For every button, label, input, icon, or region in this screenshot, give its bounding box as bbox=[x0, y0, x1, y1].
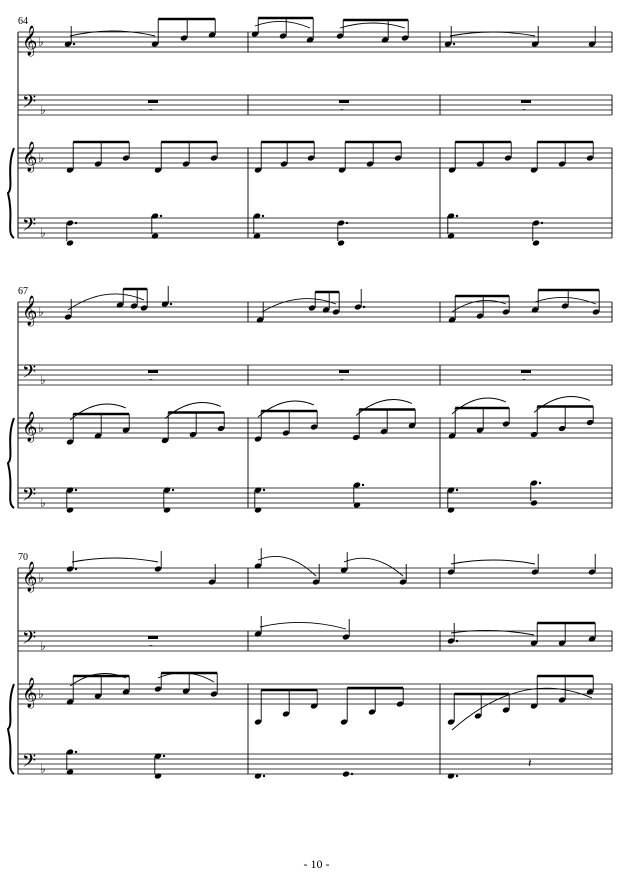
slur bbox=[450, 32, 535, 36]
whole-rest-icon bbox=[339, 100, 349, 103]
augmentation-dot bbox=[75, 489, 77, 491]
bass-clef-icon: 𝄢 bbox=[22, 628, 37, 653]
systems-layer bbox=[8, 16, 612, 780]
multi-rest-label: - bbox=[340, 103, 344, 115]
key-flat-icon: ♭ bbox=[38, 421, 44, 435]
whole-rest-icon bbox=[521, 100, 531, 103]
augmentation-dot bbox=[172, 489, 174, 491]
key-flat-icon: ♭ bbox=[40, 639, 46, 653]
slur bbox=[534, 397, 590, 413]
treble-clef-icon: 𝄞 bbox=[22, 26, 38, 56]
piano-brace bbox=[8, 418, 14, 508]
quarter-rest-icon: 𝄽 bbox=[528, 756, 532, 770]
key-flat-icon: ♭ bbox=[38, 151, 44, 165]
bass-clef-icon: 𝄢 bbox=[22, 215, 37, 240]
measure-number: 64 bbox=[18, 16, 28, 27]
bass-clef-icon: 𝄢 bbox=[22, 751, 37, 776]
augmentation-dot bbox=[75, 222, 77, 224]
slur bbox=[260, 622, 346, 629]
multi-rest-label: - bbox=[149, 373, 153, 385]
slur bbox=[165, 403, 221, 419]
notehead bbox=[342, 770, 350, 777]
treble-clef-icon: 𝄞 bbox=[22, 678, 38, 708]
slur bbox=[72, 558, 158, 562]
augmentation-dot bbox=[456, 640, 458, 642]
augmentation-dot bbox=[73, 43, 75, 45]
whole-rest-icon bbox=[339, 370, 349, 373]
augmentation-dot bbox=[456, 489, 458, 491]
slur bbox=[255, 21, 310, 28]
whole-rest-icon bbox=[148, 636, 158, 639]
augmentation-dot bbox=[453, 43, 455, 45]
key-flat-icon: ♭ bbox=[38, 35, 44, 49]
bass-clef-icon: 𝄢 bbox=[22, 362, 37, 387]
treble-clef-icon: 𝄞 bbox=[22, 562, 38, 592]
whole-rest-icon bbox=[148, 370, 158, 373]
augmentation-dot bbox=[263, 489, 265, 491]
system-3 bbox=[8, 552, 612, 776]
key-flat-icon: ♭ bbox=[40, 103, 46, 117]
measure-number: 67 bbox=[18, 286, 28, 297]
treble-clef-icon: 𝄞 bbox=[22, 412, 38, 442]
augmentation-dot bbox=[163, 755, 165, 757]
piano-brace bbox=[8, 684, 14, 774]
treble-clef-icon: 𝄞 bbox=[22, 296, 38, 326]
augmentation-dot bbox=[75, 568, 77, 570]
augmentation-dot bbox=[351, 773, 353, 775]
key-flat-icon: ♭ bbox=[38, 305, 44, 319]
key-flat-icon: ♭ bbox=[40, 496, 46, 510]
multi-rest-label: - bbox=[149, 103, 153, 115]
augmentation-dot bbox=[170, 303, 172, 305]
slur bbox=[356, 400, 412, 416]
whole-rest-icon bbox=[148, 100, 158, 103]
augmentation-dot bbox=[362, 484, 364, 486]
notehead bbox=[447, 772, 455, 779]
key-flat-icon: ♭ bbox=[40, 373, 46, 387]
bass-clef-icon: 𝄢 bbox=[22, 92, 37, 117]
slur bbox=[452, 398, 506, 414]
multi-rest-label: - bbox=[340, 373, 344, 385]
key-flat-icon: ♭ bbox=[38, 687, 44, 701]
multi-rest-label: - bbox=[149, 639, 153, 651]
augmentation-dot bbox=[456, 215, 458, 217]
key-flat-icon: ♭ bbox=[38, 571, 44, 585]
augmentation-dot bbox=[363, 306, 365, 308]
augmentation-dot bbox=[160, 215, 162, 217]
slur bbox=[258, 401, 314, 417]
key-flat-icon: ♭ bbox=[40, 226, 46, 240]
whole-rest-icon bbox=[521, 370, 531, 373]
system-1 bbox=[8, 16, 612, 240]
augmentation-dot bbox=[262, 215, 264, 217]
augmentation-dot bbox=[541, 222, 543, 224]
augmentation-dot bbox=[456, 775, 458, 777]
slur bbox=[340, 23, 405, 28]
slur bbox=[451, 560, 535, 564]
augmentation-dot bbox=[539, 482, 541, 484]
augmentation-dot bbox=[263, 775, 265, 777]
piano-brace bbox=[8, 148, 14, 238]
augmentation-dot bbox=[346, 222, 348, 224]
augmentation-dot bbox=[75, 751, 77, 753]
notation-system-2 bbox=[64, 286, 600, 514]
key-flat-icon: ♭ bbox=[40, 762, 46, 776]
multi-rest-label: - bbox=[522, 373, 526, 385]
slur bbox=[535, 297, 596, 304]
system-2 bbox=[8, 286, 612, 510]
bass-clef-icon: 𝄢 bbox=[22, 485, 37, 510]
page-number: - 10 - bbox=[303, 857, 330, 871]
treble-clef-icon: 𝄞 bbox=[22, 142, 38, 172]
notehead bbox=[254, 772, 262, 779]
measure-number: 70 bbox=[18, 552, 28, 563]
multi-rest-label: - bbox=[522, 103, 526, 115]
